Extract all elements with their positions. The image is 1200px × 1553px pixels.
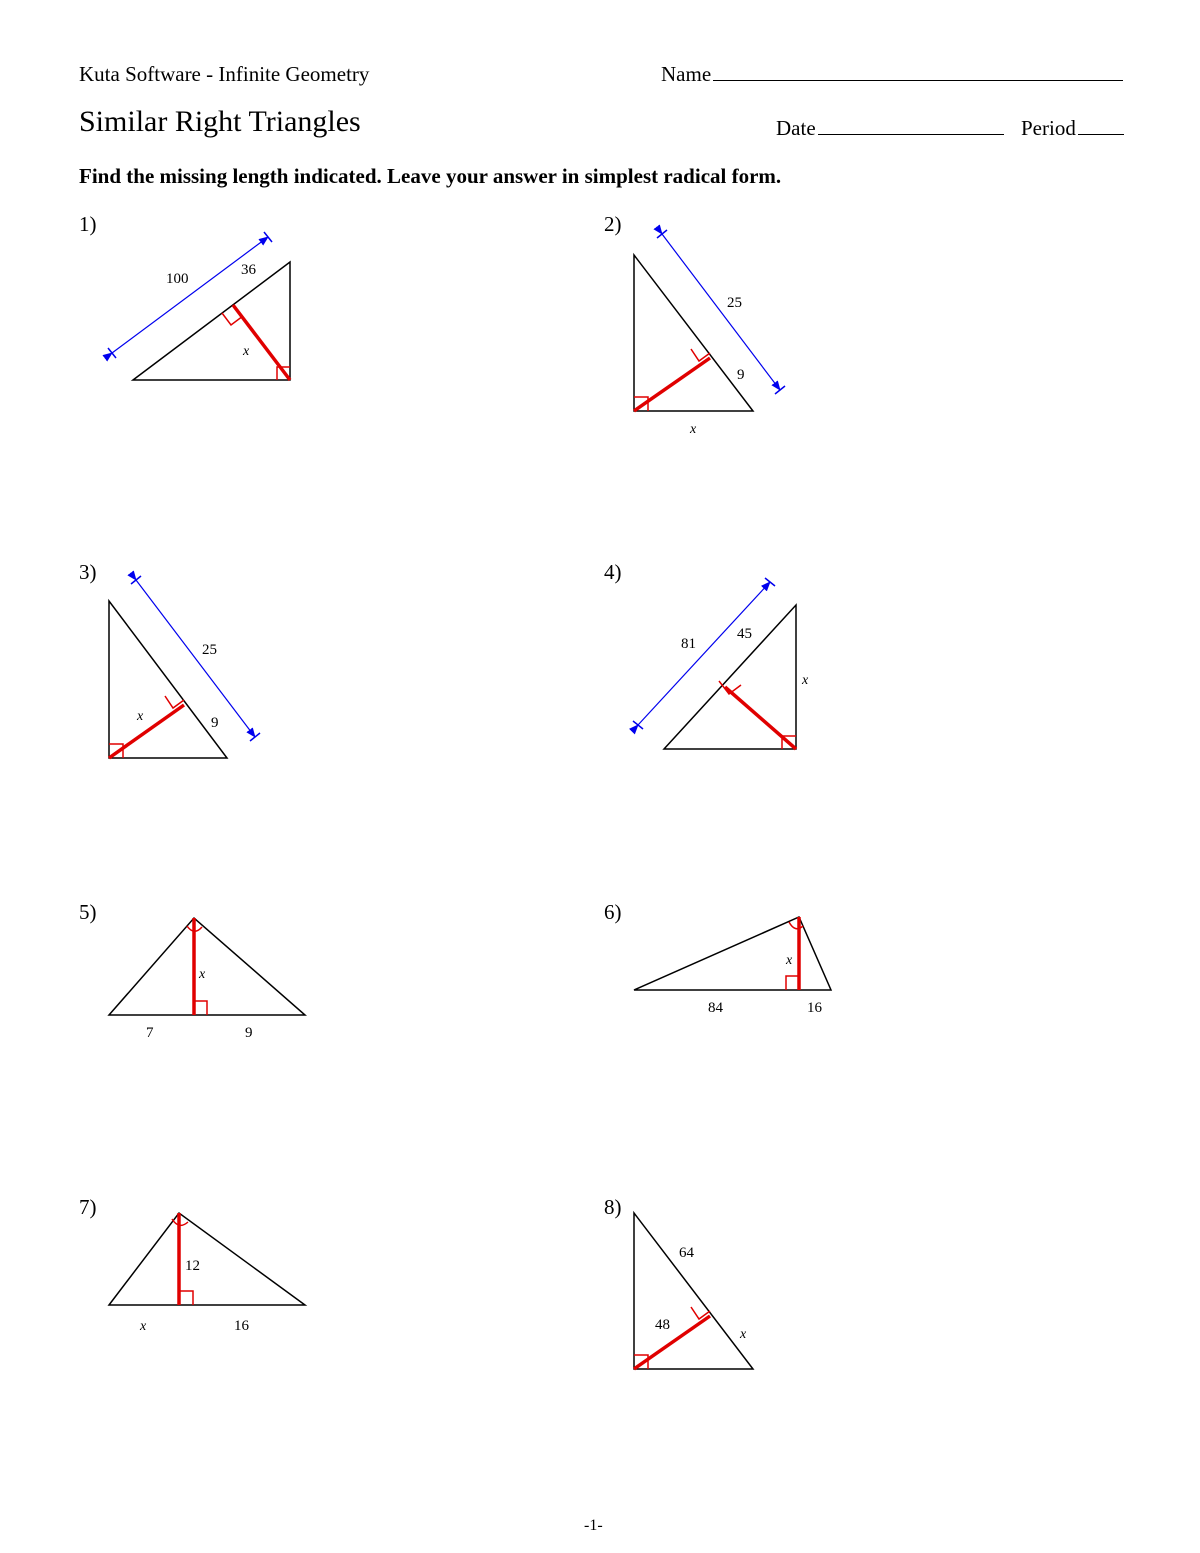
right-angle-mark (179, 1291, 193, 1305)
figure-label: 16 (234, 1318, 249, 1334)
dimension-tick (657, 230, 667, 238)
problem-4-figure (633, 578, 809, 749)
variable-label: x (243, 344, 250, 359)
figure-label: 9 (245, 1025, 253, 1041)
page-number: -1- (584, 1517, 603, 1534)
period-label: Period (1021, 116, 1076, 140)
triangle (109, 601, 227, 758)
triangle (634, 1213, 753, 1369)
figure-label: 81 (681, 636, 696, 652)
problem-number: 2) (604, 212, 622, 236)
problem-number: 6) (604, 900, 622, 924)
variable-label: x (199, 967, 206, 982)
triangle (664, 605, 796, 749)
dimension-arrow (136, 580, 255, 737)
figure-label: 9 (211, 715, 219, 731)
variable-label: x (690, 422, 697, 437)
figure-label: 45 (737, 626, 752, 642)
worksheet-title: Similar Right Triangles (79, 105, 361, 138)
problem-5-figure (109, 918, 305, 1041)
dimension-tick (765, 578, 775, 586)
problem-number: 8) (604, 1195, 622, 1219)
altitude (634, 358, 710, 411)
figure-label: 12 (185, 1258, 200, 1274)
figure-label: 64 (679, 1245, 694, 1261)
dimension-arrow (638, 582, 770, 725)
right-angle-mark (194, 1001, 207, 1015)
problem-1-figure (108, 232, 290, 380)
dimension-arrow (662, 234, 780, 390)
problem-2-figure (634, 230, 785, 437)
dimension-tick (264, 232, 272, 242)
altitude (634, 1316, 710, 1369)
variable-label: x (140, 1319, 147, 1334)
problem-8-figure (634, 1213, 753, 1369)
problem-number: 3) (79, 560, 97, 584)
publisher-line: Kuta Software - Infinite Geometry (79, 62, 370, 86)
dimension-tick (108, 348, 116, 358)
name-label: Name (661, 62, 712, 86)
figure-label: 25 (202, 642, 217, 658)
problem-7-figure (109, 1213, 305, 1334)
date-label: Date (776, 116, 816, 140)
figure-label: 48 (655, 1317, 670, 1333)
problem-number: 7) (79, 1195, 97, 1219)
variable-label: x (802, 673, 809, 688)
dimension-arrow (112, 237, 268, 353)
dimension-tick (250, 733, 260, 741)
altitude (109, 705, 184, 758)
figure-label: 36 (241, 262, 256, 278)
variable-label: x (740, 1327, 747, 1342)
figure-label: 16 (807, 1000, 822, 1016)
problem-number: 4) (604, 560, 622, 584)
figure-label: 100 (166, 271, 189, 287)
problem-number: 1) (79, 212, 97, 236)
problem-number: 5) (79, 900, 97, 924)
altitude (725, 687, 796, 749)
problem-3-figure (109, 576, 260, 758)
instructions: Find the missing length indicated. Leave your answer in simplest radical form. (79, 164, 782, 188)
right-angle-mark (786, 976, 799, 990)
figure-label: 7 (146, 1025, 154, 1041)
dimension-tick (633, 721, 643, 729)
variable-label: x (786, 953, 793, 968)
problem-6-figure (634, 917, 831, 1016)
variable-label: x (137, 709, 144, 724)
dimension-tick (131, 576, 141, 584)
figure-label: 9 (737, 367, 745, 383)
triangle (634, 255, 753, 411)
figure-label: 84 (708, 1000, 723, 1016)
figure-label: 25 (727, 295, 742, 311)
triangle (109, 1213, 305, 1305)
dimension-tick (775, 386, 785, 394)
